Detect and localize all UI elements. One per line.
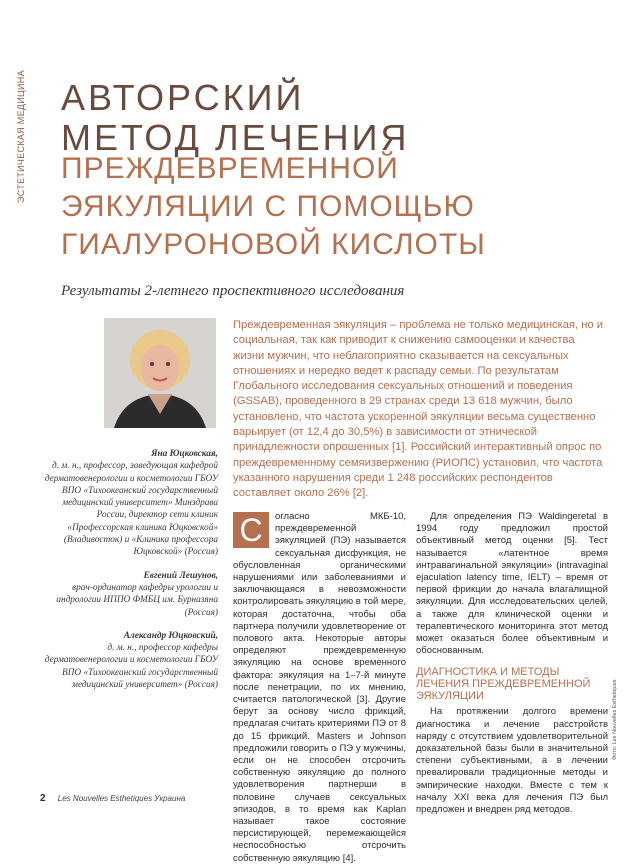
body-paragraph: На протяжении долгого времени диагностика и лечение расстройств наряду с отсутствием удовлетворительной доказательной базы были в значительной степени субъективными, а в лечении превалировали традиционные методы и эмпирические находки. Вместе с тем к началу XXI века для лечения ПЭ был предложен и внедрен ряд методов. (416, 706, 608, 816)
journal-name: Les Nouvelles Esthetiques Украина (57, 794, 186, 803)
photo-credit: Фото: Les Nouvelles Esthetiques (612, 679, 618, 760)
body-paragraph: Для определения ПЭ Waldingeretal в 1994 году предложил простой объективный метод оценки [5]. Тест называется «латентное время интравагинальной эякуляции» (intravaginal ejaculation latency time, IELT) – время от первой фрикции до начала влагалищной эякуляции. Для исследовательских целей, а также для клинической оценки и терапевтического мониторинга этот метод может оказаться более объективным и обоснованным. (416, 511, 608, 657)
body-paragraph: огласно МКБ-10, преждевременной эякуляцией (ПЭ) называется сексуальная дисфункция, не обусловленная органическими нарушениями или заболеваниями и заключающаяся в невозможности контролировать эякуляцию в той мере, которая достаточна, чтобы оба партнера получили удовлетворение от полового акта. Некоторые авторы определяют преждевременную эякуляцию на основе временного фактора: эякуляция на 1–7-й минуте после пенетрации, по их мнению, считается патологической [3]. Другие берут за основу число фрикций, предлагая считать критериями ПЭ от 8 до 15 фрикций. Masters и Johnson предложили говорить о ПЭ у мужчины, если он не способен отсрочить собственную эякуляцию до полного удовлетворения партнерши в половине случаев сексуальных эпизодов, в то время как Kaplan называет такое состояние персистирующей, перемежающейся неспособностью отсрочить собственную эякуляцию [4]. (233, 511, 406, 864)
page-footer (40, 793, 185, 804)
author-details: д. м. н., профессор, заведующая кафедрой дерматовенерологии и косметологии ГБОУ ВПО «Тихоокеанский государственный медицинский университет» Минздрава России, директор сети клиник «Профессорская клиника Юцковской» (Владивосток) и «Клиника профессора Юцковской» (Россия) (44, 461, 218, 558)
author-details: врач-ординатор кафедры урологии и андрологии ИППО ФМБЦ им. Бурназяна (Россия) (56, 582, 218, 618)
author-entry (40, 448, 218, 559)
author-portrait (104, 318, 216, 428)
author-name: Александр Юцковский, (123, 630, 218, 641)
author-name: Евгений Лешунов, (143, 570, 218, 581)
author-name: Яна Юцковская, (151, 449, 218, 459)
body-column-2 (416, 511, 608, 816)
author-entry (40, 630, 218, 691)
section-label: ЭСТЕТИЧЕСКАЯ МЕДИЦИНА (16, 70, 26, 203)
page-number: 2 (40, 793, 46, 804)
author-entry (40, 570, 218, 619)
article-title-accent: ПРЕЖДЕВРЕМЕННОЙ ЭЯКУЛЯЦИИ С ПОМОЩЬЮ ГИАЛУРОНОВОЙ КИСЛОТЫ (61, 152, 486, 261)
lead-paragraph: Преждевременная эякуляция – проблема не только медицинская, но и социальная, так как приводит к снижению самооценки и качества жизни мужчин, что неблагоприятно сказывается на сексуальных отношениях и нередко ведет к распаду семьи. По результатам Глобального исследования сексуальных отношений и поведения (GSSAB), проведенного в 29 странах среди 13 618 мужчин, было установлено, что частота ускоренной эякуляции весьма существенно варьирует (от 12,4 до 30,5%) в зависимости от этнической принадлежности опрошенных [1]. Российский интерактивный опрос по преждевременному семяизвержению (РИОПС) установил, что частота указанного нарушения среди 1 248 российских респондентов составляет около 26% [2]. (233, 319, 604, 500)
author-details: д. м. н., профессор кафедры дерматовенерологии и косметологии ГБОУ ВПО «Тихоокеанский государственный медицинский университет» (Россия) (44, 643, 218, 691)
drop-cap: С (233, 512, 269, 548)
section-heading: ДИАГНОСТИКА И МЕТОДЫ ЛЕЧЕНИЯ ПРЕЖДЕВРЕМЕННОЙ ЭЯКУЛЯЦИИ (416, 666, 591, 703)
body-column-1 (233, 511, 406, 865)
author-list (40, 448, 218, 702)
article-title-main: АВТОРСКИЙ МЕТОД ЛЕЧЕНИЯ (61, 77, 410, 159)
article-subtitle: Результаты 2-летнего проспективного исследования (61, 283, 405, 299)
